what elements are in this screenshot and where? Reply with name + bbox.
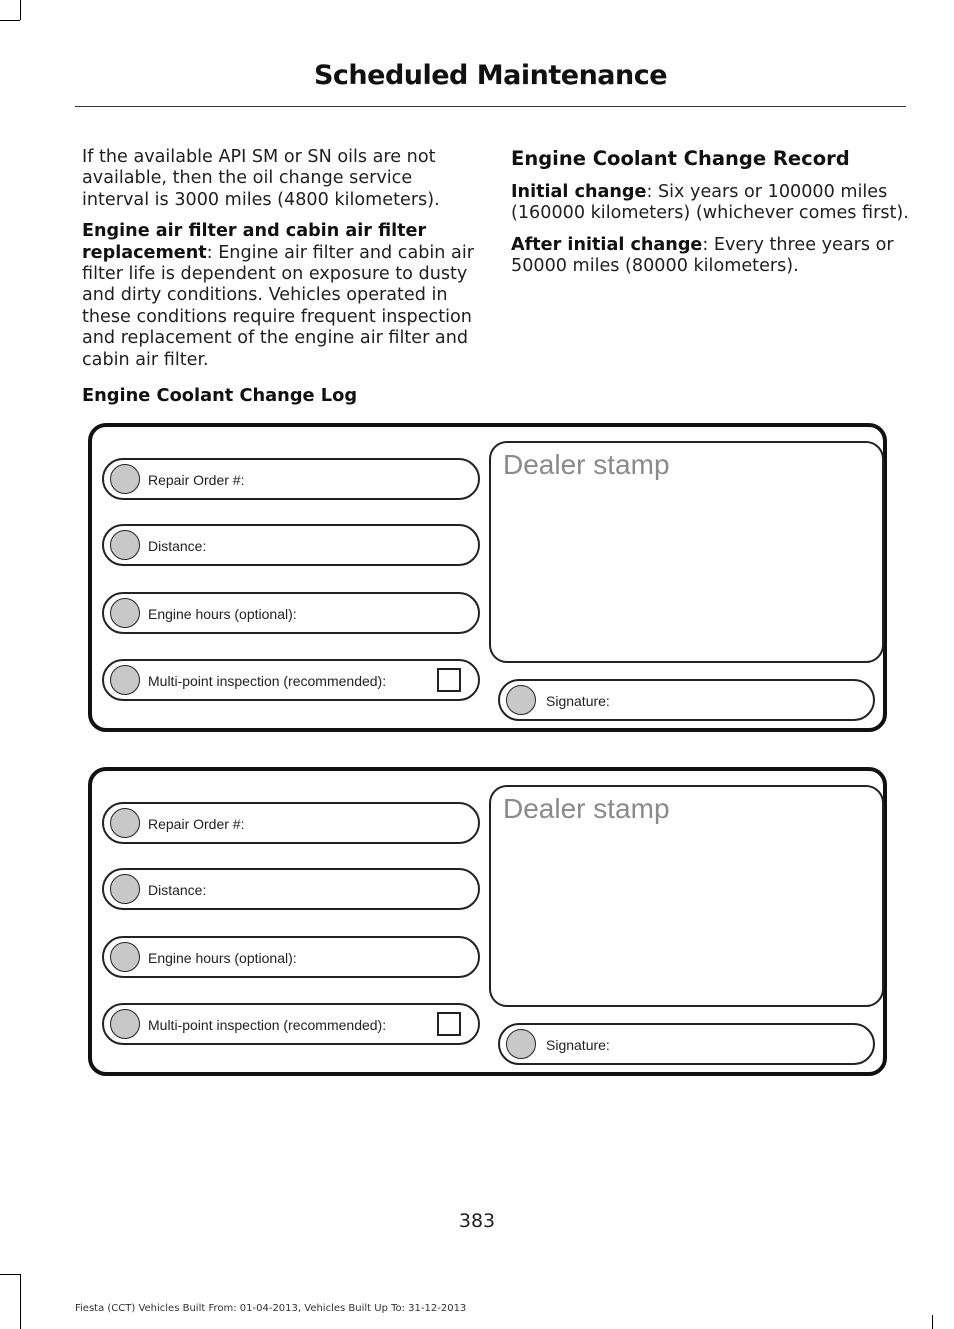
coolant-log-card — [88, 767, 887, 1076]
bullet-circle-icon — [506, 685, 536, 715]
after-change-text: : Every three years or 50000 miles (80000 kilometers). — [511, 234, 894, 277]
repair-order-field[interactable] — [102, 802, 480, 844]
repair-order-label: Repair Order #: — [148, 472, 245, 488]
crop-mark — [0, 20, 20, 21]
distance-label: Distance: — [148, 882, 207, 898]
coolant-log-heading: Engine Coolant Change Log — [82, 385, 358, 406]
repair-order-field[interactable] — [102, 458, 480, 500]
bullet-circle-icon — [110, 808, 140, 838]
air-filter-term: Engine air filter and cabin air filter replacement — [82, 221, 427, 263]
after-change-paragraph — [511, 235, 911, 278]
crop-mark — [932, 1315, 933, 1329]
initial-change-paragraph — [511, 182, 911, 225]
title-divider — [75, 106, 906, 107]
initial-change-term: Initial change — [511, 182, 647, 202]
bullet-circle-icon — [110, 665, 140, 695]
inspection-label: Multi-point inspection (recommended): — [148, 673, 387, 689]
bullet-circle-icon — [110, 874, 140, 904]
bullet-circle-icon — [110, 598, 140, 628]
coolant-record-heading: Engine Coolant Change Record — [511, 147, 850, 170]
dealer-stamp-label: Dealer stamp — [503, 449, 670, 480]
dealer-stamp-box — [489, 441, 884, 663]
inspection-checkbox[interactable] — [437, 668, 461, 692]
dealer-stamp-label: Dealer stamp — [503, 793, 670, 824]
distance-label: Distance: — [148, 538, 207, 554]
crop-mark — [20, 1315, 21, 1329]
signature-field[interactable] — [498, 679, 875, 721]
oil-interval-paragraph: If the available API SM or SN oils are not available, then the oil change service interval is 3000 miles (4800 kilometers). — [82, 147, 440, 210]
left-column — [82, 147, 477, 381]
bullet-circle-icon — [110, 530, 140, 560]
page-title: Scheduled Maintenance — [313, 60, 668, 91]
dealer-stamp-box — [489, 785, 884, 1007]
bullet-circle-icon — [506, 1029, 536, 1059]
coolant-log-card — [88, 423, 887, 732]
air-filter-text: : Engine air filter and cabin air filter life is dependent on exposure to dusty and dirty conditions. Vehicles operated in these conditions require frequent inspection and replacement of the engine air filter and cabin air filter. — [82, 242, 474, 370]
air-filter-paragraph — [82, 221, 477, 371]
inspection-checkbox[interactable] — [437, 1012, 461, 1036]
signature-label: Signature: — [546, 693, 610, 709]
bullet-circle-icon — [110, 464, 140, 494]
signature-field[interactable] — [498, 1023, 875, 1065]
distance-field[interactable] — [102, 524, 480, 566]
crop-mark — [20, 0, 21, 20]
engine-hours-label: Engine hours (optional): — [148, 950, 297, 966]
page-number: 383 — [458, 1210, 496, 1232]
distance-field[interactable] — [102, 868, 480, 910]
inspection-field — [102, 1003, 480, 1045]
signature-label: Signature: — [546, 1037, 610, 1053]
right-column — [511, 147, 911, 288]
engine-hours-field[interactable] — [102, 936, 480, 978]
engine-hours-field[interactable] — [102, 592, 480, 634]
initial-change-text: : Six years or 100000 miles (160000 kilometers) (whichever comes first). — [511, 182, 909, 224]
bullet-circle-icon — [110, 942, 140, 972]
bullet-circle-icon — [110, 1009, 140, 1039]
repair-order-label: Repair Order #: — [148, 816, 245, 832]
after-change-term: After initial change — [511, 234, 703, 255]
inspection-field — [102, 659, 480, 701]
inspection-label: Multi-point inspection (recommended): — [148, 1017, 387, 1033]
crop-mark — [0, 1274, 20, 1275]
engine-hours-label: Engine hours (optional): — [148, 606, 297, 622]
footer-text: Fiesta (CCT) Vehicles Built From: 01-04-2013, Vehicles Built Up To: 31-12-2013 — [75, 1303, 467, 1314]
